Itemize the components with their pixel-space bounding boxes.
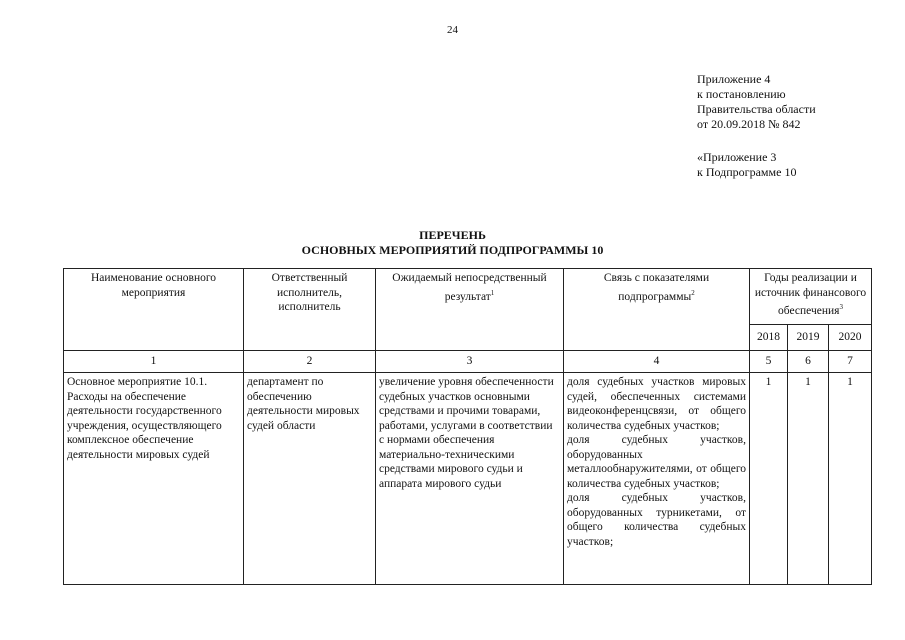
measure-executor: департамент по обеспечению деятельности мировых судей области <box>244 373 376 585</box>
header-name: Наименование основного мероприятия <box>64 269 244 351</box>
indicator-item: доля судебных участков мировых судей, обеспеченных системами видеоконференцсвязи, от общего количества судебных участков; <box>567 376 746 432</box>
appendix-block-2 <box>697 150 796 180</box>
column-number: 6 <box>788 351 829 373</box>
page-number: 24 <box>447 24 458 36</box>
column-number: 3 <box>376 351 564 373</box>
appendix-line: к постановлению <box>697 87 786 101</box>
column-number: 7 <box>829 351 872 373</box>
value-2019: 1 <box>788 373 829 585</box>
table-row <box>64 373 872 585</box>
measures-table <box>63 268 872 585</box>
measure-indicators <box>564 373 750 585</box>
header-result: Ожидаемый непосредственный результат$^1$ <box>376 269 564 351</box>
title-line-1: ПЕРЕЧЕНЬ <box>419 228 486 242</box>
footnote-mark: 1 <box>490 288 495 297</box>
header-row <box>64 269 872 325</box>
value-2020: 1 <box>829 373 872 585</box>
appendix-block <box>697 72 816 132</box>
appendix-line: «Приложение 3 <box>697 150 777 164</box>
footnote-mark: 3 <box>839 303 843 311</box>
measure-name: Основное мероприятие 10.1. Расходы на обеспечение деятельности государственного учреждения, осуществляющего комплексное обеспечение деятельности мировых судей <box>64 373 244 585</box>
appendix-line: от 20.09.2018 № 842 <box>697 117 801 131</box>
title-line-2: ОСНОВНЫХ МЕРОПРИЯТИЙ ПОДПРОГРАММЫ 10 <box>301 243 604 257</box>
measure-result: увеличение уровня обеспеченности судебных участков основными средствами и прочими товарами, работами, услугами в соответствии с нормами обеспечения материально-техническими средствами мирового судьи и аппарата мирового судьи <box>376 373 564 585</box>
indicator-item: доля судебных участков, оборудованных турникетами, от общего количества судебных участков; <box>567 492 746 548</box>
header-years: Годы реализации и источник финансового обеспечения$^3$ <box>750 269 872 325</box>
footnote-mark: 2 <box>691 288 695 297</box>
header-indicators: Связь с показателями подпрограммы$^2$ <box>564 269 750 351</box>
column-number: 1 <box>64 351 244 373</box>
appendix-line: к Подпрограмме 10 <box>697 165 797 179</box>
document-title <box>0 228 905 258</box>
column-number: 4 <box>564 351 750 373</box>
appendix-line: Приложение 4 <box>697 72 771 86</box>
number-row <box>64 351 872 373</box>
column-number: 5 <box>750 351 788 373</box>
year-2019: 2019 <box>788 325 829 351</box>
year-2018: 2018 <box>750 325 788 351</box>
indicator-item: доля судебных участков, оборудованных металлообнаружителями, от общего количества судебных участков; <box>567 434 746 490</box>
year-2020: 2020 <box>829 325 872 351</box>
header-executor: Ответственный исполнитель, исполнитель <box>244 269 376 351</box>
value-2018: 1 <box>750 373 788 585</box>
appendix-line: Правительства области <box>697 102 816 116</box>
column-number: 2 <box>244 351 376 373</box>
